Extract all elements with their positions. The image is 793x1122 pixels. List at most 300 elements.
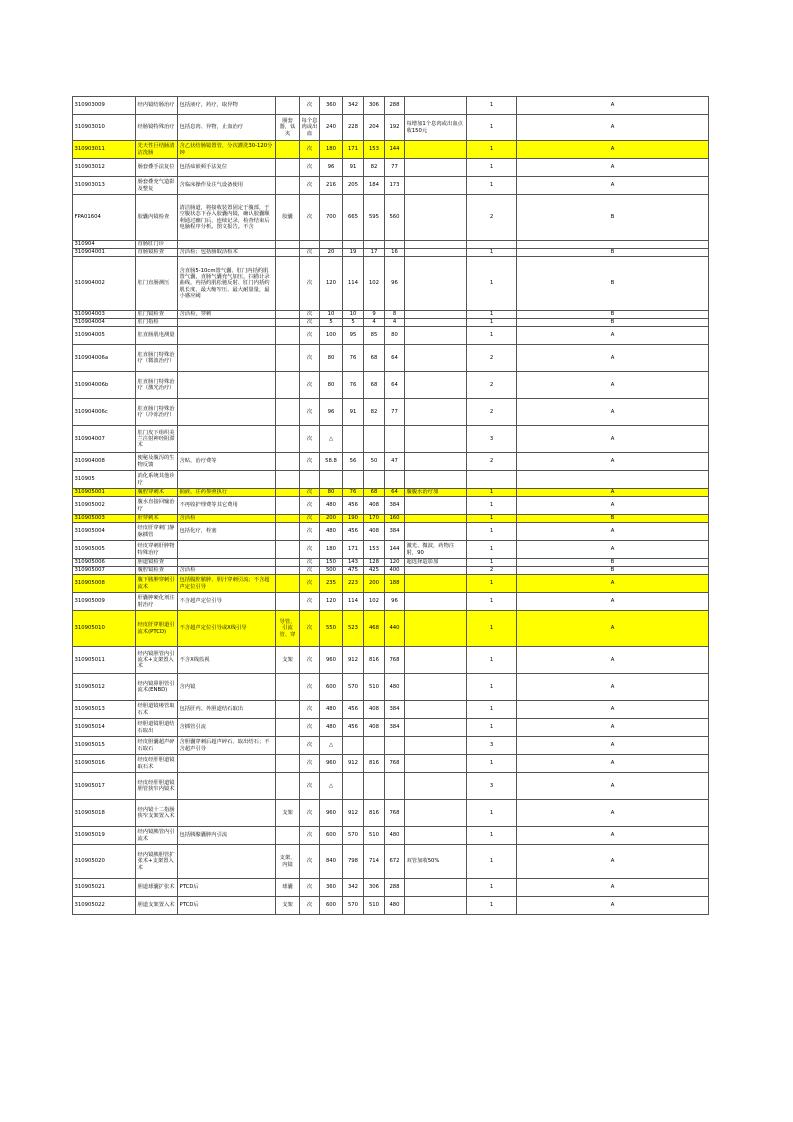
table-row bbox=[73, 159, 709, 177]
price-tier-1-cell: 960 bbox=[320, 755, 343, 773]
table-row bbox=[73, 311, 709, 319]
price-tier-4-cell: 384 bbox=[385, 719, 405, 737]
item-name-cell: 消化系统其他诊疗 bbox=[136, 471, 178, 489]
price-tier-3-cell: 425 bbox=[364, 567, 385, 575]
table-row bbox=[73, 800, 709, 827]
excluded-content-cell bbox=[276, 719, 300, 737]
unit-cell: 次 bbox=[300, 719, 320, 737]
note-cell bbox=[405, 249, 467, 257]
excluded-content-cell bbox=[276, 471, 300, 489]
item-content-cell: 包括胰腺囊肿内引流 bbox=[178, 827, 276, 845]
price-tier-3-cell: 17 bbox=[364, 249, 385, 257]
price-tier-1-cell: 360 bbox=[320, 97, 343, 115]
level-cell: 3 bbox=[467, 426, 517, 453]
table-row bbox=[73, 141, 709, 159]
price-tier-2-cell: 523 bbox=[343, 611, 364, 647]
unit-cell: 次 bbox=[300, 674, 320, 701]
item-code-cell: 310904004 bbox=[73, 319, 136, 327]
price-tier-4-cell: 560 bbox=[385, 195, 405, 241]
item-code-cell: 310905004 bbox=[73, 523, 136, 541]
table-row bbox=[73, 319, 709, 327]
price-tier-2-cell: 56 bbox=[343, 453, 364, 471]
price-tier-1-cell: 80 bbox=[320, 345, 343, 372]
excluded-content-cell bbox=[276, 755, 300, 773]
price-tier-2-cell: 342 bbox=[343, 879, 364, 897]
unit-cell: 次 bbox=[300, 319, 320, 327]
item-name-cell: 肛直肠门特殊治疗（冷冻治疗） bbox=[136, 399, 178, 426]
item-content-cell bbox=[178, 755, 276, 773]
note-cell bbox=[405, 257, 467, 311]
item-code-cell: 310905014 bbox=[73, 719, 136, 737]
item-code-cell: 310905002 bbox=[73, 497, 136, 515]
item-content-cell: 含插管引流 bbox=[178, 719, 276, 737]
price-tier-2-cell bbox=[343, 471, 364, 489]
note-cell bbox=[405, 674, 467, 701]
unit-cell: 次 bbox=[300, 701, 320, 719]
class-cell: A bbox=[517, 115, 709, 141]
unit-cell: 次 bbox=[300, 755, 320, 773]
item-code-cell: 310905013 bbox=[73, 701, 136, 719]
price-tier-4-cell: 96 bbox=[385, 257, 405, 311]
table-row bbox=[73, 559, 709, 567]
note-cell: 每增加1个息肉或出血点收150元 bbox=[405, 115, 467, 141]
item-content-cell: 包括液疗，药疗，取异物 bbox=[178, 97, 276, 115]
excluded-content-cell bbox=[276, 311, 300, 319]
excluded-content-cell bbox=[276, 141, 300, 159]
price-tier-3-cell: 200 bbox=[364, 575, 385, 593]
item-content-cell: 不含超声定位引导或X线引导 bbox=[178, 611, 276, 647]
unit-cell bbox=[300, 471, 320, 489]
item-name-cell: 肛直肠门特殊治疗（激光治疗） bbox=[136, 372, 178, 399]
excluded-content-cell bbox=[276, 345, 300, 372]
table-row bbox=[73, 345, 709, 372]
level-cell: 1 bbox=[467, 515, 517, 523]
table-row bbox=[73, 327, 709, 345]
excluded-content-cell bbox=[276, 559, 300, 567]
price-tier-1-cell: 180 bbox=[320, 541, 343, 559]
unit-cell: 次 bbox=[300, 97, 320, 115]
class-cell: A bbox=[517, 701, 709, 719]
price-tier-3-cell: 82 bbox=[364, 159, 385, 177]
item-content-cell bbox=[178, 426, 276, 453]
price-tier-3-cell: 306 bbox=[364, 879, 385, 897]
price-tier-4-cell: 4 bbox=[385, 319, 405, 327]
excluded-content-cell bbox=[276, 249, 300, 257]
item-content-cell: PTCD后 bbox=[178, 879, 276, 897]
level-cell: 1 bbox=[467, 497, 517, 515]
price-tier-1-cell: 120 bbox=[320, 593, 343, 611]
class-cell: A bbox=[517, 426, 709, 453]
class-cell: B bbox=[517, 559, 709, 567]
excluded-content-cell bbox=[276, 489, 300, 497]
price-tier-1-cell: 360 bbox=[320, 879, 343, 897]
price-tier-1-cell: 480 bbox=[320, 523, 343, 541]
price-tier-4-cell: 144 bbox=[385, 141, 405, 159]
table-row bbox=[73, 567, 709, 575]
table-row bbox=[73, 593, 709, 611]
price-tier-4-cell: 160 bbox=[385, 515, 405, 523]
price-tier-4-cell: 173 bbox=[385, 177, 405, 195]
table-row bbox=[73, 523, 709, 541]
item-name-cell: 经内镜鼻胆管引流术(ENBD) bbox=[136, 674, 178, 701]
price-tier-1-cell: △ bbox=[320, 426, 343, 453]
note-cell: 双管加收50% bbox=[405, 845, 467, 879]
price-tier-3-cell: 816 bbox=[364, 800, 385, 827]
price-tier-2-cell: 76 bbox=[343, 345, 364, 372]
price-tier-2-cell bbox=[343, 426, 364, 453]
unit-cell: 次 bbox=[300, 515, 320, 523]
price-tier-4-cell: 47 bbox=[385, 453, 405, 471]
item-code-cell: 310905020 bbox=[73, 845, 136, 879]
level-cell: 1 bbox=[467, 159, 517, 177]
excluded-content-cell bbox=[276, 453, 300, 471]
price-tier-2-cell: 570 bbox=[343, 897, 364, 915]
item-content-cell bbox=[178, 845, 276, 879]
price-tier-4-cell: 480 bbox=[385, 897, 405, 915]
note-cell bbox=[405, 311, 467, 319]
note-cell bbox=[405, 575, 467, 593]
note-cell bbox=[405, 319, 467, 327]
table-row bbox=[73, 399, 709, 426]
price-tier-1-cell bbox=[320, 241, 343, 249]
item-name-cell: 直肠镜检查 bbox=[136, 249, 178, 257]
price-tier-1-cell: 10 bbox=[320, 311, 343, 319]
note-cell bbox=[405, 195, 467, 241]
item-name-cell: 经肠镜特殊治疗 bbox=[136, 115, 178, 141]
note-cell bbox=[405, 515, 467, 523]
unit-cell bbox=[300, 241, 320, 249]
class-cell: A bbox=[517, 575, 709, 593]
item-name-cell: 经皮经肝胆道镜取石术 bbox=[136, 755, 178, 773]
price-tier-4-cell: 384 bbox=[385, 701, 405, 719]
item-code-cell: 310903012 bbox=[73, 159, 136, 177]
item-code-cell: 310905017 bbox=[73, 773, 136, 800]
excluded-content-cell bbox=[276, 159, 300, 177]
excluded-content-cell bbox=[276, 327, 300, 345]
level-cell: 1 bbox=[467, 141, 517, 159]
price-tier-2-cell: 114 bbox=[343, 593, 364, 611]
excluded-content-cell: 支架 bbox=[276, 647, 300, 674]
note-cell bbox=[405, 159, 467, 177]
item-name-cell: 经皮穿刺肝肿物特殊治疗 bbox=[136, 541, 178, 559]
price-tier-1-cell: 480 bbox=[320, 701, 343, 719]
price-tier-1-cell: 5 bbox=[320, 319, 343, 327]
price-tier-3-cell: 4 bbox=[364, 319, 385, 327]
price-tier-3-cell: 408 bbox=[364, 701, 385, 719]
item-code-cell: 310904006a bbox=[73, 345, 136, 372]
class-cell: B bbox=[517, 257, 709, 311]
price-tier-2-cell: 76 bbox=[343, 372, 364, 399]
unit-cell: 次 bbox=[300, 879, 320, 897]
item-code-cell: 310905005 bbox=[73, 541, 136, 559]
excluded-content-cell: 导管、引流管、穿 bbox=[276, 611, 300, 647]
level-cell: 1 bbox=[467, 319, 517, 327]
item-code-cell: 310905015 bbox=[73, 737, 136, 755]
unit-cell: 次 bbox=[300, 567, 320, 575]
class-cell bbox=[517, 471, 709, 489]
class-cell: A bbox=[517, 399, 709, 426]
price-tier-2-cell: 570 bbox=[343, 827, 364, 845]
unit-cell: 次 bbox=[300, 647, 320, 674]
price-tier-2-cell: 114 bbox=[343, 257, 364, 311]
item-name-cell: 肠套叠充气造影及整复 bbox=[136, 177, 178, 195]
note-cell bbox=[405, 523, 467, 541]
note-cell bbox=[405, 879, 467, 897]
item-name-cell: 经胆道镜瘘管取石术 bbox=[136, 701, 178, 719]
level-cell: 2 bbox=[467, 453, 517, 471]
unit-cell: 次 bbox=[300, 611, 320, 647]
price-tier-2-cell bbox=[343, 241, 364, 249]
class-cell: A bbox=[517, 755, 709, 773]
note-cell bbox=[405, 593, 467, 611]
price-tier-4-cell: 120 bbox=[385, 559, 405, 567]
note-cell bbox=[405, 827, 467, 845]
excluded-content-cell bbox=[276, 257, 300, 311]
price-tier-1-cell: 960 bbox=[320, 647, 343, 674]
note-cell bbox=[405, 453, 467, 471]
item-code-cell: 310905021 bbox=[73, 879, 136, 897]
class-cell: A bbox=[517, 737, 709, 755]
level-cell: 2 bbox=[467, 345, 517, 372]
level-cell: 2 bbox=[467, 567, 517, 575]
table-row bbox=[73, 755, 709, 773]
price-tier-4-cell: 80 bbox=[385, 327, 405, 345]
level-cell bbox=[467, 241, 517, 249]
item-name-cell: 肛门镜检查 bbox=[136, 311, 178, 319]
item-name-cell: 肛门直肠测压 bbox=[136, 257, 178, 311]
level-cell: 1 bbox=[467, 311, 517, 319]
price-tier-2-cell: 76 bbox=[343, 489, 364, 497]
price-tier-3-cell: 82 bbox=[364, 399, 385, 426]
price-tier-3-cell: 816 bbox=[364, 647, 385, 674]
item-code-cell: 310904002 bbox=[73, 257, 136, 311]
level-cell: 1 bbox=[467, 879, 517, 897]
item-content-cell bbox=[178, 327, 276, 345]
note-cell bbox=[405, 800, 467, 827]
table-row bbox=[73, 426, 709, 453]
item-code-cell: 310903011 bbox=[73, 141, 136, 159]
class-cell: A bbox=[517, 489, 709, 497]
class-cell: A bbox=[517, 523, 709, 541]
unit-cell: 次 bbox=[300, 195, 320, 241]
price-tier-3-cell: 153 bbox=[364, 141, 385, 159]
level-cell: 1 bbox=[467, 327, 517, 345]
unit-cell: 每个息肉或出血 bbox=[300, 115, 320, 141]
note-cell bbox=[405, 719, 467, 737]
level-cell: 1 bbox=[467, 541, 517, 559]
price-tier-1-cell: 500 bbox=[320, 567, 343, 575]
item-content-cell: 含乙状结肠镜置管，分次灌洗30-120分钟 bbox=[178, 141, 276, 159]
price-tier-4-cell: 288 bbox=[385, 879, 405, 897]
item-name-cell: 经内镜十二指肠狭窄支架置入术 bbox=[136, 800, 178, 827]
unit-cell: 次 bbox=[300, 159, 320, 177]
price-tier-2-cell: 223 bbox=[343, 575, 364, 593]
price-tier-1-cell: 150 bbox=[320, 559, 343, 567]
price-tier-1-cell: 600 bbox=[320, 897, 343, 915]
table-row bbox=[73, 674, 709, 701]
unit-cell: 次 bbox=[300, 257, 320, 311]
table-row bbox=[73, 773, 709, 800]
unit-cell: 次 bbox=[300, 426, 320, 453]
note-cell bbox=[405, 241, 467, 249]
unit-cell: 次 bbox=[300, 399, 320, 426]
level-cell: 1 bbox=[467, 177, 517, 195]
item-code-cell: 310903013 bbox=[73, 177, 136, 195]
price-tier-2-cell: 570 bbox=[343, 674, 364, 701]
price-tier-3-cell: 204 bbox=[364, 115, 385, 141]
item-name-cell: 肛直肠肌电测量 bbox=[136, 327, 178, 345]
price-tier-3-cell: 85 bbox=[364, 327, 385, 345]
price-tier-4-cell: 96 bbox=[385, 593, 405, 611]
item-code-cell: 310905010 bbox=[73, 611, 136, 647]
price-tier-4-cell: 8 bbox=[385, 311, 405, 319]
price-tier-1-cell: 100 bbox=[320, 327, 343, 345]
price-tier-3-cell: 595 bbox=[364, 195, 385, 241]
item-name-cell: 经内镜胆管内引流术+支架置入术 bbox=[136, 647, 178, 674]
price-tier-2-cell: 95 bbox=[343, 327, 364, 345]
item-name-cell: 经皮肝穿刺门静脉插管 bbox=[136, 523, 178, 541]
price-tier-4-cell: 440 bbox=[385, 611, 405, 647]
price-tier-1-cell: 700 bbox=[320, 195, 343, 241]
level-cell: 3 bbox=[467, 773, 517, 800]
price-tier-4-cell: 77 bbox=[385, 399, 405, 426]
excluded-content-cell bbox=[276, 523, 300, 541]
item-content-cell: 含活检 bbox=[178, 515, 276, 523]
note-cell: 超选择造影加 bbox=[405, 559, 467, 567]
price-tier-4-cell bbox=[385, 471, 405, 489]
price-tier-4-cell: 672 bbox=[385, 845, 405, 879]
excluded-content-cell bbox=[276, 674, 300, 701]
unit-cell: 次 bbox=[300, 541, 320, 559]
price-tier-2-cell: 456 bbox=[343, 497, 364, 515]
item-name-cell: 胆道支架置入术 bbox=[136, 897, 178, 915]
level-cell: 1 bbox=[467, 800, 517, 827]
class-cell: A bbox=[517, 177, 709, 195]
price-tier-3-cell: 102 bbox=[364, 593, 385, 611]
item-name-cell: 经内镜结肠治疗 bbox=[136, 97, 178, 115]
item-name-cell: 肝囊肿硬化剂注射治疗 bbox=[136, 593, 178, 611]
item-content-cell: 含临床操作及注气设备使用 bbox=[178, 177, 276, 195]
price-tier-4-cell: 144 bbox=[385, 541, 405, 559]
class-cell: A bbox=[517, 541, 709, 559]
item-code-cell: 310903010 bbox=[73, 115, 136, 141]
table-row bbox=[73, 471, 709, 489]
price-tier-4-cell: 188 bbox=[385, 575, 405, 593]
excluded-content-cell bbox=[276, 372, 300, 399]
price-tier-1-cell: △ bbox=[320, 773, 343, 800]
item-code-cell: 310905008 bbox=[73, 575, 136, 593]
price-tier-4-cell: 480 bbox=[385, 674, 405, 701]
price-tier-4-cell: 384 bbox=[385, 497, 405, 515]
level-cell: 3 bbox=[467, 737, 517, 755]
price-tier-3-cell: 816 bbox=[364, 755, 385, 773]
item-content-cell: 含胆囊穿刺后超声碎石、取出结石；不含超声引导 bbox=[178, 737, 276, 755]
note-cell bbox=[405, 141, 467, 159]
price-tier-2-cell: 171 bbox=[343, 141, 364, 159]
item-name-cell: 腹下脓肿穿刺引流术 bbox=[136, 575, 178, 593]
table-row bbox=[73, 249, 709, 257]
price-tier-4-cell bbox=[385, 737, 405, 755]
level-cell: 1 bbox=[467, 115, 517, 141]
class-cell: A bbox=[517, 453, 709, 471]
item-name-cell: 肛门指检 bbox=[136, 319, 178, 327]
price-tier-3-cell: 170 bbox=[364, 515, 385, 523]
class-cell: A bbox=[517, 593, 709, 611]
excluded-content-cell bbox=[276, 515, 300, 523]
price-tier-2-cell: 143 bbox=[343, 559, 364, 567]
price-tier-3-cell: 510 bbox=[364, 897, 385, 915]
price-tier-2-cell: 205 bbox=[343, 177, 364, 195]
item-content-cell: 不再收护理费等其它费用 bbox=[178, 497, 276, 515]
price-tier-3-cell: 9 bbox=[364, 311, 385, 319]
class-cell: A bbox=[517, 897, 709, 915]
price-tier-4-cell: 64 bbox=[385, 345, 405, 372]
fee-schedule-table bbox=[72, 96, 709, 915]
note-cell bbox=[405, 701, 467, 719]
item-content-cell: 含直肠5-10cm置气囊、肛门内括约肌置气囊，直肠气囊充气加压，扫描计录曲线，内括约肌松驰反射、肛门内括约肌长度、最大缩窄压、最大耐量量，最小感应阈 bbox=[178, 257, 276, 311]
unit-cell: 次 bbox=[300, 453, 320, 471]
excluded-content-cell bbox=[276, 177, 300, 195]
unit-cell: 次 bbox=[300, 897, 320, 915]
item-name-cell: 腹腔镜检查 bbox=[136, 567, 178, 575]
price-tier-2-cell: 456 bbox=[343, 523, 364, 541]
price-tier-2-cell: 798 bbox=[343, 845, 364, 879]
item-name-cell: 经内镜胰胆管扩张术+支架置入术 bbox=[136, 845, 178, 879]
item-content-cell bbox=[178, 372, 276, 399]
item-code-cell: 310905001 bbox=[73, 489, 136, 497]
table-row bbox=[73, 497, 709, 515]
class-cell: A bbox=[517, 97, 709, 115]
table-row bbox=[73, 719, 709, 737]
price-tier-1-cell: 200 bbox=[320, 515, 343, 523]
note-cell bbox=[405, 611, 467, 647]
class-cell: A bbox=[517, 845, 709, 879]
price-tier-1-cell: 550 bbox=[320, 611, 343, 647]
price-tier-3-cell bbox=[364, 241, 385, 249]
note-cell bbox=[405, 177, 467, 195]
price-tier-3-cell bbox=[364, 737, 385, 755]
item-content-cell bbox=[178, 800, 276, 827]
price-tier-4-cell: 768 bbox=[385, 800, 405, 827]
note-cell bbox=[405, 567, 467, 575]
level-cell: 1 bbox=[467, 897, 517, 915]
class-cell: A bbox=[517, 327, 709, 345]
level-cell: 1 bbox=[467, 827, 517, 845]
table-row bbox=[73, 879, 709, 897]
excluded-content-cell bbox=[276, 773, 300, 800]
table-row bbox=[73, 97, 709, 115]
class-cell: A bbox=[517, 372, 709, 399]
price-tier-1-cell: 96 bbox=[320, 399, 343, 426]
level-cell bbox=[467, 471, 517, 489]
item-code-cell: FPA01604 bbox=[73, 195, 136, 241]
class-cell: A bbox=[517, 345, 709, 372]
price-tier-1-cell: 216 bbox=[320, 177, 343, 195]
item-code-cell: 310905012 bbox=[73, 674, 136, 701]
price-tier-3-cell: 102 bbox=[364, 257, 385, 311]
class-cell: B bbox=[517, 195, 709, 241]
level-cell: 1 bbox=[467, 593, 517, 611]
price-tier-1-cell: 600 bbox=[320, 827, 343, 845]
table-row bbox=[73, 827, 709, 845]
note-cell bbox=[405, 97, 467, 115]
item-code-cell: 310903009 bbox=[73, 97, 136, 115]
table-row bbox=[73, 257, 709, 311]
table-row bbox=[73, 701, 709, 719]
class-cell: A bbox=[517, 827, 709, 845]
level-cell: 2 bbox=[467, 372, 517, 399]
item-name-cell: 经皮肝穿胆道引流术(PTCD) bbox=[136, 611, 178, 647]
